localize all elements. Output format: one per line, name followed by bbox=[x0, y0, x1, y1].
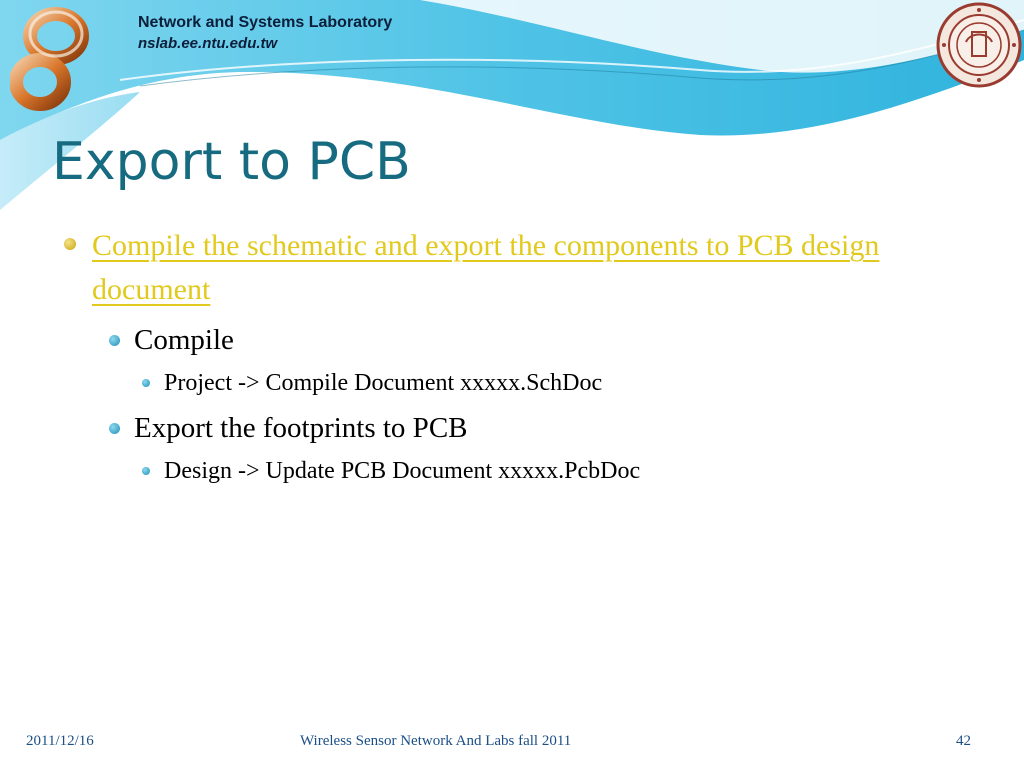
bullet-export-detail bbox=[138, 454, 1002, 488]
bullet-dot-icon bbox=[109, 335, 120, 346]
bullet-export-text: Export the footprints to PCB bbox=[134, 412, 468, 444]
bullet-dot-icon bbox=[64, 238, 76, 250]
nslab-logo-icon bbox=[10, 6, 90, 114]
footer-course: Wireless Sensor Network And Labs fall 2011 bbox=[300, 733, 572, 749]
lab-url: nslab.ee.ntu.edu.tw bbox=[138, 35, 278, 52]
bullet-main-link[interactable]: Compile the schematic and export the components to PCB design document bbox=[92, 229, 880, 306]
footer-page-number: 42 bbox=[956, 733, 971, 749]
bullet-dot-icon bbox=[142, 467, 150, 475]
slide-content bbox=[62, 224, 1002, 488]
lab-name: Network and Systems Laboratory bbox=[138, 14, 393, 31]
bullet-main[interactable] bbox=[62, 224, 1002, 312]
university-seal-icon bbox=[936, 2, 1022, 88]
bullet-compile-detail bbox=[138, 366, 1002, 400]
bullet-dot-icon bbox=[142, 379, 150, 387]
bullet-compile-text: Compile bbox=[134, 324, 234, 356]
bullet-dot-icon bbox=[109, 423, 120, 434]
bullet-compile-detail-text: Project -> Compile Document xxxxx.SchDoc bbox=[164, 370, 603, 396]
bullet-export-detail-text: Design -> Update PCB Document xxxxx.PcbDoc bbox=[164, 458, 641, 484]
bullet-compile bbox=[106, 320, 1002, 360]
bullet-export bbox=[106, 408, 1002, 448]
slide-title: Export to PCB bbox=[52, 132, 411, 192]
footer-date: 2011/12/16 bbox=[26, 733, 94, 749]
